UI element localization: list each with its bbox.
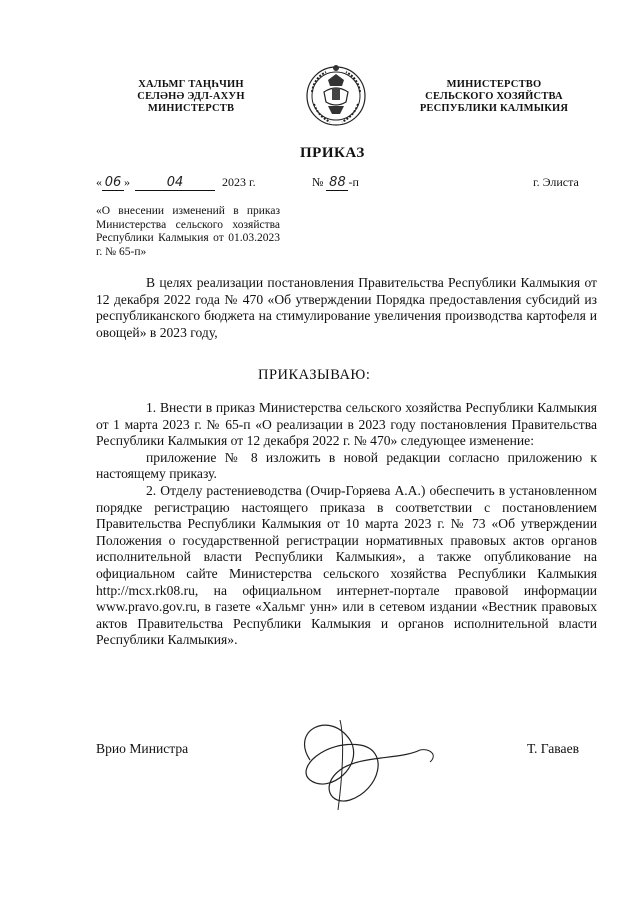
- number-suffix: -п: [348, 175, 359, 189]
- handwritten-signature: [270, 700, 450, 820]
- signature-position: Врио Министра: [96, 741, 189, 756]
- signer-name: Т. Гаваев: [527, 741, 580, 756]
- header-right-line-2: СЕЛЬСКОГО ХОЗЯЙСТВА: [425, 91, 563, 102]
- header-left-line-2: СЕЛӘНӘ ЭДЛ-АХУН: [137, 91, 245, 102]
- number-sign: №: [312, 175, 324, 189]
- preamble: [96, 275, 597, 341]
- preamble-text: В целях реализации постановления Правительства Республики Калмыкия от 12 декабря 2022 года № 470 «Об утверждении Порядка предоставления субсидий из республиканского бюджета на стимулирование увеличения производства картофеля и овощей» в 2023 году,: [96, 275, 597, 340]
- date-month: 04: [135, 175, 215, 191]
- item-1: 1. Внести в приказ Министерства сельского хозяйства Республики Калмыкия от 1 марта 2023 г. № 65-п «О реализации в 2023 году постановления Правительства Республики Калмыкия от 12 декабря 2022 г. № 470» следующее изменение:: [96, 400, 597, 449]
- item-2: 2. Отделу растениеводства (Очир-Горяева А.А.) обеспечить в установленном порядке регистрацию настоящего приказа в соответствии с постановлением Правительства Республики Калмыкия от 10 марта 2023 г. № 73 «Об утверждении Положения о государственной регистрации нормативных правовых актов органов исполнительной власти Республики Калмыкия», а также опубликование на официальном сайте Министерства сельского хозяйства Республики Калмыкия http://mcx.rk08.ru, на официальном интернет-портале правовой информации www.pravo.gov.ru, в газете «Хальмг унн» или в сетевом издании «Вестник правовых актов Правительства Республики Калмыкия и органов исполнительной власти Республики Калмыкия».: [96, 482, 597, 648]
- order-items: [96, 400, 597, 649]
- header-left-line-1: ХАЛЬМГ ТАҢҺЧИН: [138, 79, 244, 90]
- header-left-line-3: МИНИСТЕРСТВ: [147, 103, 235, 114]
- order-subject: «О внесении изменений в приказ Министерства сельского хозяйства Республики Калмыкия от 01.03.2023 г. № 65-п»: [96, 205, 280, 258]
- header-right: [413, 79, 575, 115]
- header-right-line-1: МИНИСТЕРСТВО: [446, 79, 542, 90]
- date-line: « 06 » 04 2023 г.: [96, 175, 256, 190]
- date-year: 2023 г.: [222, 175, 256, 189]
- decree-heading: ПРИКАЗЫВАЮ:: [258, 367, 371, 383]
- item-1-amendment: приложение № 8 изложить в новой редакции согласно приложению к настоящему приказу.: [96, 449, 597, 482]
- header-left: [128, 79, 254, 115]
- coat-of-arms-emblem: [304, 62, 368, 130]
- order-number: [312, 175, 359, 191]
- city: г. Элиста: [533, 175, 579, 189]
- number-value: 88: [326, 175, 348, 191]
- header-right-line-3: РЕСПУБЛИКИ КАЛМЫКИЯ: [419, 103, 569, 114]
- document-title: ПРИКАЗ: [300, 145, 365, 161]
- date-day: 06: [102, 175, 124, 191]
